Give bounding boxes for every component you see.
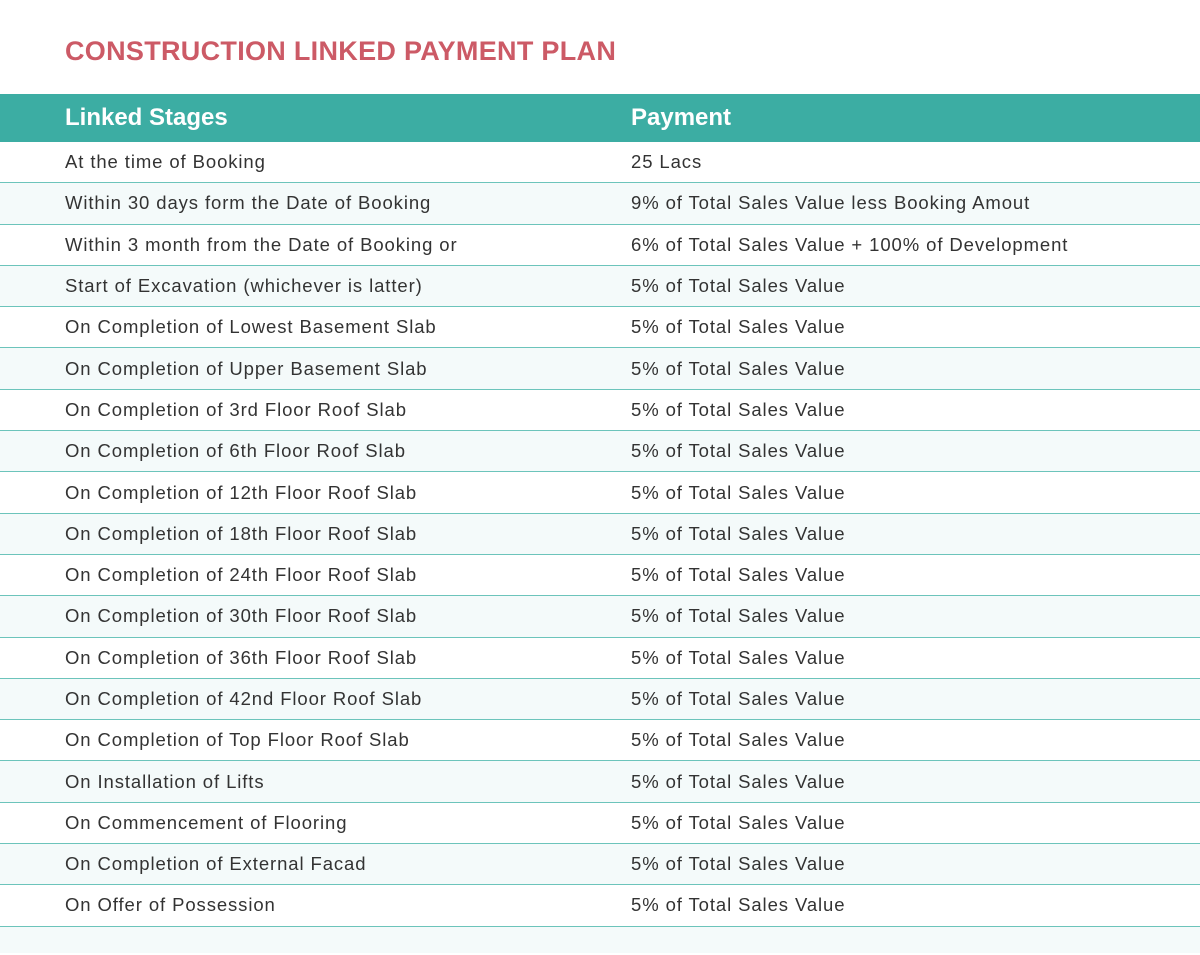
- table-row: [0, 555, 1200, 596]
- linked-stage-cell: On Completion of 24th Floor Roof Slab: [65, 564, 418, 586]
- table-row: [0, 307, 1200, 348]
- payment-cell: 5% of Total Sales Value: [631, 275, 846, 297]
- payment-cell: 5% of Total Sales Value: [631, 398, 846, 420]
- table-row: [0, 844, 1200, 885]
- linked-stage-cell: On Completion of 30th Floor Roof Slab: [65, 605, 418, 627]
- linked-stage-cell: On Completion of External Facad: [65, 853, 367, 875]
- payment-cell: 5% of Total Sales Value: [631, 894, 846, 916]
- table-row: [0, 761, 1200, 802]
- table-header: [0, 94, 1200, 142]
- linked-stage-cell: Within 3 month from the Date of Booking or: [65, 233, 458, 255]
- linked-stage-cell: Start of Excavation (whichever is latter): [65, 275, 423, 297]
- linked-stage-cell: On Commencement of Flooring: [65, 811, 348, 833]
- linked-stage-cell: On Completion of 42nd Floor Roof Slab: [65, 688, 423, 709]
- linked-stage-cell: On Completion of 3rd Floor Roof Slab: [65, 398, 407, 420]
- table-row: [0, 720, 1200, 761]
- linked-stage-cell: On Completion of Top Floor Roof Slab: [65, 729, 410, 751]
- table-row: [0, 679, 1200, 720]
- linked-stage-cell: On Completion of 12th Floor Roof Slab: [65, 481, 418, 503]
- table-row: [0, 472, 1200, 513]
- page-title: CONSTRUCTION LINKED PAYMENT PLAN: [65, 36, 617, 66]
- table-row: [0, 431, 1200, 472]
- table-row: [0, 803, 1200, 844]
- payment-plan-table: [0, 94, 1200, 953]
- table-body: [0, 142, 1200, 927]
- payment-cell: 5% of Total Sales Value: [631, 770, 846, 792]
- payment-cell: 5% of Total Sales Value: [631, 729, 846, 751]
- payment-cell: 5% of Total Sales Value: [631, 481, 846, 503]
- table-row: [0, 183, 1200, 224]
- payment-cell: 9% of Total Sales Value less Booking Amout: [631, 192, 1031, 214]
- header-linked-stages: Linked Stages: [65, 104, 228, 131]
- payment-cell: 25 Lacs: [631, 151, 703, 173]
- linked-stage-cell: At the time of Booking: [65, 151, 266, 173]
- linked-stage-cell: On Offer of Possession: [65, 894, 276, 916]
- linked-stage-cell: On Installation of Lifts: [65, 770, 265, 792]
- table-row: [0, 596, 1200, 637]
- payment-cell: 5% of Total Sales Value: [631, 316, 846, 338]
- table-row: [0, 266, 1200, 307]
- table-row: [0, 514, 1200, 555]
- table-footer-space: [0, 927, 1200, 953]
- header-payment: Payment: [631, 104, 732, 131]
- linked-stage-cell: On Completion of 18th Floor Roof Slab: [65, 522, 418, 544]
- linked-stage-cell: On Completion of 36th Floor Roof Slab: [65, 646, 418, 668]
- linked-stage-cell: On Completion of Lowest Basement Slab: [65, 316, 437, 338]
- linked-stage-cell: Within 30 days form the Date of Booking: [65, 192, 432, 214]
- payment-cell: 6% of Total Sales Value + 100% of Development: [631, 233, 1069, 255]
- payment-cell: 5% of Total Sales Value: [631, 811, 846, 833]
- payment-cell: 5% of Total Sales Value: [631, 605, 846, 627]
- payment-cell: 5% of Total Sales Value: [631, 522, 846, 544]
- linked-stage-cell: On Completion of Upper Basement Slab: [65, 357, 428, 379]
- linked-stage-cell: On Completion of 6th Floor Roof Slab: [65, 440, 406, 462]
- payment-cell: 5% of Total Sales Value: [631, 853, 846, 875]
- payment-cell: 5% of Total Sales Value: [631, 564, 846, 586]
- table-row: [0, 348, 1200, 389]
- table-row: [0, 142, 1200, 183]
- table-row: [0, 390, 1200, 431]
- payment-cell: 5% of Total Sales Value: [631, 688, 846, 709]
- payment-cell: 5% of Total Sales Value: [631, 357, 846, 379]
- payment-cell: 5% of Total Sales Value: [631, 440, 846, 462]
- table-row: [0, 225, 1200, 266]
- table-row: [0, 638, 1200, 679]
- table-row: [0, 885, 1200, 926]
- payment-cell: 5% of Total Sales Value: [631, 646, 846, 668]
